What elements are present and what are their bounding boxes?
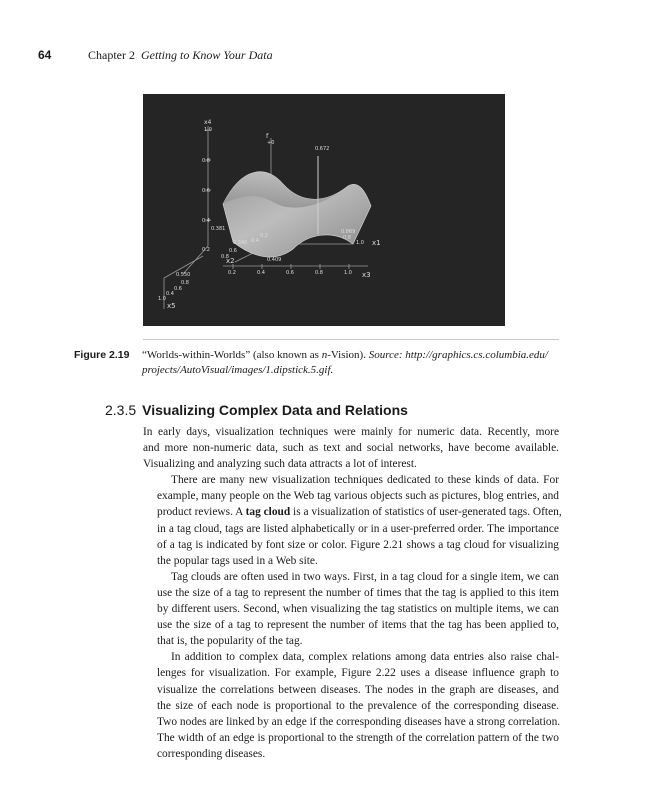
x2-axis-label: x2 <box>226 257 235 265</box>
caption-n: n <box>321 349 328 361</box>
x5-axis-label: x5 <box>167 302 176 310</box>
tick-label: 0.8 <box>202 158 210 164</box>
text-line: Two nodes are linked by an edge if the corresponding diseases have a strong correlation. <box>157 715 561 728</box>
value-label: 0.381 <box>211 226 226 232</box>
worlds-within-worlds-figure <box>143 94 505 326</box>
section-title: Visualizing Complex Data and Relations <box>142 402 408 418</box>
text-run: is a visualization of statistics of user-generated tags. Often, <box>290 506 562 519</box>
x1-axis-label: x1 <box>372 239 381 247</box>
figure-image <box>143 94 505 326</box>
text-line: In early days, visualization techniques were mainly for numeric data. Recently, more <box>143 426 559 438</box>
figure-label: Figure 2.19 <box>74 349 130 361</box>
text-line: the popular tags used in a Web site. <box>157 554 318 567</box>
paragraph <box>143 424 559 472</box>
tick-label: 0.6 <box>174 286 182 292</box>
tick-label: 0.8 <box>315 270 323 276</box>
tick-label: 0.4 <box>166 291 174 297</box>
caption-part: “Worlds-within-Worlds” (also known as <box>142 349 322 361</box>
paragraph <box>143 569 559 649</box>
body-text <box>143 424 562 762</box>
caption-text <box>142 348 566 377</box>
chapter-title: Getting to Know Your Data <box>141 48 273 62</box>
text-line: of a tag is indicated by font size or color. Figure 2.21 shows a tag cloud for visualizing <box>157 538 559 551</box>
tick-label: 0.2 <box>202 247 210 253</box>
section-number: 2.3.5 <box>105 402 137 418</box>
tick-label: 0.8 <box>221 254 229 260</box>
paragraph <box>143 649 559 762</box>
page-number: 64 <box>38 48 52 62</box>
text-line: lenges for visualization. For example, Figure 2.22 uses a disease influence graph to <box>157 667 559 680</box>
running-head <box>38 48 598 64</box>
tick-label: 0.2 <box>228 270 236 276</box>
tick-label: 0.8 <box>181 280 189 286</box>
tick-label: 0.4 <box>251 238 259 244</box>
text-line: There are many new visualization techniques dedicated to these kinds of data. For <box>171 474 559 487</box>
text-line: use the size of a tag to represent the number of items that the tag has been applied to, <box>157 619 559 632</box>
tick-label: 0.6 <box>202 188 210 194</box>
text-line: by different users. Second, when visualizing the tag statistics on multiple items, we can <box>157 603 559 616</box>
chapter-label <box>88 48 273 63</box>
text-line: The width of an edge is proportional to the strength of the correlation pattern of the two <box>157 731 559 744</box>
text-line: In addition to complex data, complex relations among data entries also raise chal- <box>171 651 559 664</box>
tick-label: 1.0 <box>204 127 212 133</box>
value-label: 0.672 <box>315 146 330 152</box>
text-line: Visualizing and analyzing such data attracts a lot of interest. <box>143 458 417 471</box>
tick-label: 1.0 <box>344 270 352 276</box>
value-label: 0.550 <box>176 272 191 278</box>
text-line: corresponding diseases. <box>157 747 266 760</box>
tick-label: 0.2 <box>260 233 268 239</box>
text-line: Tag clouds are often used in two ways. First, in a tag cloud for a single item, we can <box>171 570 559 583</box>
tick-label: 0.4 <box>257 270 265 276</box>
tick-label: 1.0 <box>356 240 364 246</box>
paragraph <box>143 472 562 569</box>
section-heading <box>105 402 565 418</box>
text-line: the size of each node is proportional to the prevalence of the corresponding disease. <box>157 699 559 712</box>
text-line: visualize the correlations between diseases. The nodes in the graph are diseases, and <box>157 683 559 696</box>
text-line: that is, the popularity of the tag. <box>157 635 303 648</box>
text-line: example, many people on the Web tag various objects such as pictures, blog entries, and <box>157 490 559 503</box>
text-run: product reviews. A <box>157 506 246 519</box>
tick-label: 0.6 <box>286 270 294 276</box>
tag-cloud-term: tag cloud <box>245 506 291 519</box>
caption-part: -Vision). <box>327 349 369 361</box>
text-line: in a tag cloud, tags are listed alphabetically or in a user-preferred order. The importance <box>157 522 559 535</box>
tick-label: +0 <box>267 140 275 146</box>
tick-label: 1.0 <box>158 296 166 302</box>
tick-label: 0.4 <box>202 218 210 224</box>
tick-label: 0.6 <box>229 248 237 254</box>
tick-label: 0.8 <box>343 235 351 241</box>
value-label: 0.409 <box>267 257 282 263</box>
value-label: 0.340 <box>233 240 248 246</box>
figure-rule <box>143 339 559 340</box>
text-line: use the size of a tag to represent the number of times that the tag is applied to this item <box>157 586 559 599</box>
caption-source: projects/AutoVisual/images/1.dipstick.5.gif. <box>142 363 334 376</box>
x3-axis-label: x3 <box>362 271 371 279</box>
caption-source: Source: http://graphics.cs.columbia.edu/ <box>368 349 548 361</box>
x4-axis-label: x4 <box>204 119 212 126</box>
text-line: and more non-numeric data, such as text and social networks, have become available. <box>143 442 559 455</box>
f-axis-label: f <box>266 132 269 140</box>
value-label: 0.869 <box>341 229 356 235</box>
text-line <box>143 504 562 520</box>
chapter-number: Chapter 2 <box>88 48 135 62</box>
